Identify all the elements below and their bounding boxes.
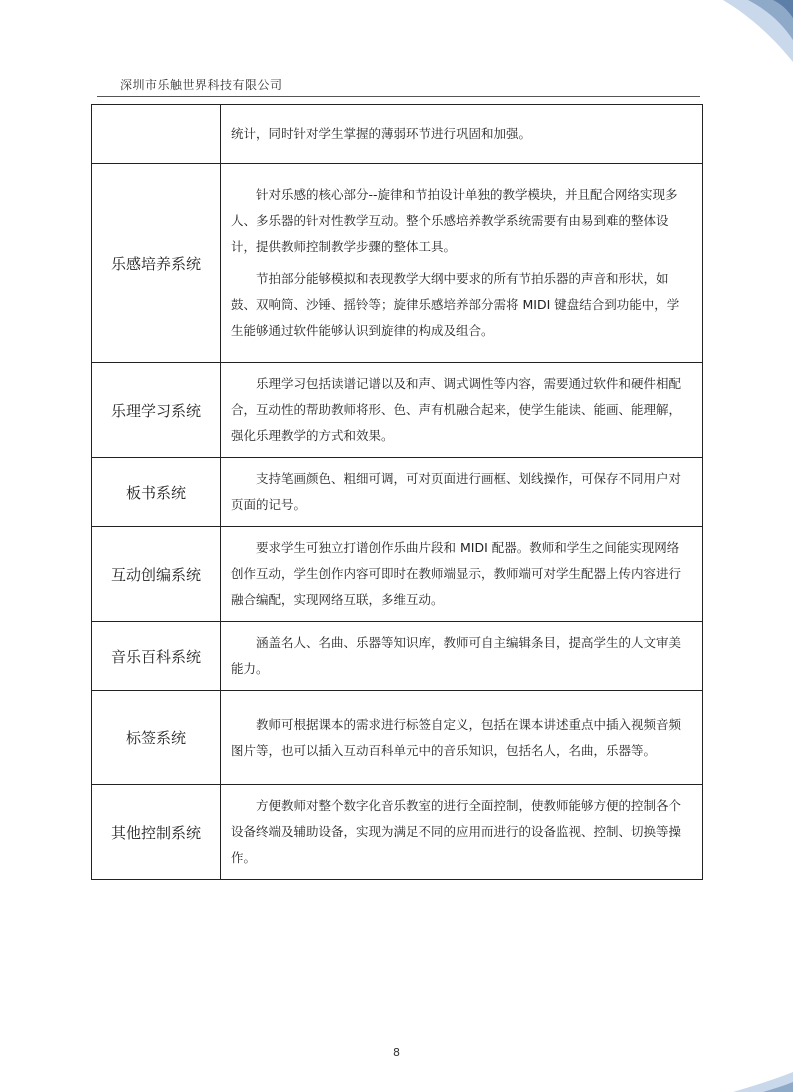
system-name-cell: 标签系统 xyxy=(92,691,221,785)
system-description-cell xyxy=(221,622,703,691)
description-paragraph: 要求学生可独立打谱创作乐曲片段和 MIDI 配器。教师和学生之间能实现网络创作互动，学生创作内容可即时在教师端显示，教师端可对学生配器上传内容进行融合编配，实现网络互联，多维互动。 xyxy=(231,540,682,607)
table-row xyxy=(92,691,703,785)
table-row xyxy=(92,105,703,164)
description-paragraph: 针对乐感的核心部分--旋律和节拍设计单独的教学模块，并且配合网络实现多人、多乐器的针对性教学互动。整个乐感培养教学系统需要有由易到难的整体设计，提供教师控制教学步骤的整体工具。 xyxy=(231,187,678,254)
description-paragraph: 乐理学习包括读谱记谱以及和声、调式调性等内容，需要通过软件和硬件相配合，互动性的帮助教师将形、色、声有机融合起来，使学生能读、能画、能理解，强化乐理教学的方式和效果。 xyxy=(231,376,682,443)
corner-decoration-bottom xyxy=(703,1062,793,1092)
system-name-cell xyxy=(92,105,221,164)
description-paragraph: 方便教师对整个数字化音乐教室的进行全面控制，使教师能够方便的控制各个设备终端及辅助设备，实现为满足不同的应用而进行的设备监视、控制、切换等操作。 xyxy=(231,798,682,865)
system-description-cell xyxy=(221,164,703,363)
header-divider xyxy=(97,96,700,97)
system-name-cell: 乐理学习系统 xyxy=(92,363,221,458)
table-row xyxy=(92,785,703,880)
description-paragraph: 节拍部分能够模拟和表现教学大纲中要求的所有节拍乐器的声音和形状，如鼓、双响筒、沙锤、摇铃等；旋律乐感培养部分需将 MIDI 键盘结合到功能中，学生能够通过软件能够认识到旋律的构成及组合。 xyxy=(231,271,680,338)
system-name-cell: 音乐百科系统 xyxy=(92,622,221,691)
system-description-cell xyxy=(221,527,703,622)
system-description-cell xyxy=(221,105,703,164)
system-name-cell: 其他控制系统 xyxy=(92,785,221,880)
page-number: 8 xyxy=(393,1046,400,1059)
system-name-cell: 互动创编系统 xyxy=(92,527,221,622)
company-header: 深圳市乐触世界科技有限公司 xyxy=(120,78,283,92)
table-row xyxy=(92,527,703,622)
system-spec-table xyxy=(91,104,703,880)
system-description-cell xyxy=(221,691,703,785)
description-paragraph: 教师可根据课本的需求进行标签自定义，包括在课本讲述重点中插入视频音频图片等，也可以插入互动百科单元中的音乐知识，包括名人，名曲，乐器等。 xyxy=(231,716,682,758)
description-paragraph: 统计，同时针对学生掌握的薄弱环节进行巩固和加强。 xyxy=(231,126,532,141)
description-paragraph: 涵盖名人、名曲、乐器等知识库，教师可自主编辑条目，提高学生的人文审美能力。 xyxy=(231,635,682,676)
table-row xyxy=(92,363,703,458)
system-description-cell xyxy=(221,458,703,527)
table-row xyxy=(92,164,703,363)
table-row xyxy=(92,458,703,527)
system-name-cell: 乐感培养系统 xyxy=(92,164,221,363)
system-description-cell xyxy=(221,363,703,458)
system-name-cell: 板书系统 xyxy=(92,458,221,527)
corner-decoration-top xyxy=(703,0,793,70)
system-description-cell xyxy=(221,785,703,880)
description-paragraph: 支持笔画颜色、粗细可调，可对页面进行画框、划线操作，可保存不同用户对页面的记号。 xyxy=(231,471,682,512)
table-row xyxy=(92,622,703,691)
